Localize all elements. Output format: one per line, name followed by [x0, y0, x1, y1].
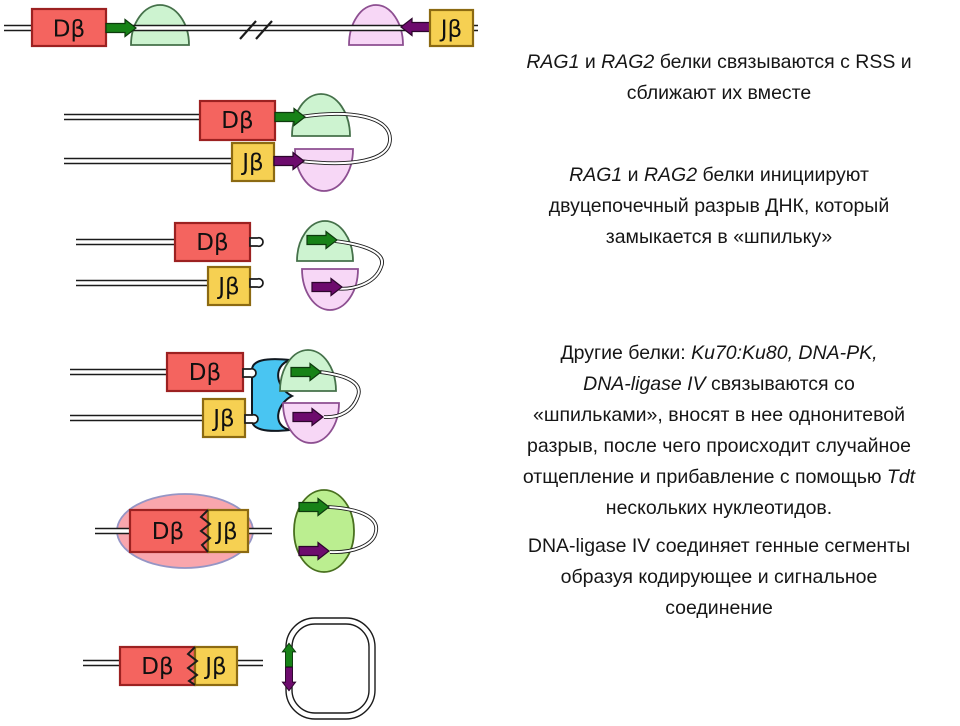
j-segment-label: Jβ [218, 274, 240, 300]
d-segment-label: Dβ [141, 654, 174, 680]
annotation-line: двуцепочечный разрыв ДНК, который [548, 195, 890, 217]
j-segment-label: Jβ [242, 150, 264, 176]
annotation-line: отщепление и прибавление с помощью Tdt [522, 466, 916, 488]
stage-6-final-joints [83, 621, 372, 716]
stage-3-hairpin-cleavage [76, 221, 382, 310]
annotation-line: образуя кодирующее и сигнальное [560, 566, 878, 588]
signal-joint-circle [289, 621, 372, 716]
annotation-line: Другие белки: Ku70:Ku80, DNA-PK, [560, 342, 878, 364]
stage-2-synapsis [64, 94, 390, 191]
hairpin-end-icon [243, 369, 256, 377]
annotation-line: DNA-ligase IV соединяет генные сегменты [527, 535, 911, 557]
rag-pink-dome-icon [295, 149, 353, 191]
annotation-line: замыкается в «шпильку» [605, 226, 833, 248]
annotation-line: разрыв, после чего происходит случайное [527, 435, 911, 457]
annotation-ligation [484, 531, 954, 624]
annotation-line: RAG1 и RAG2 белки инициируют [569, 164, 869, 186]
annotation-line: DNA-ligase IV связываются со [583, 373, 855, 395]
annotation-line: сближают их вместе [626, 82, 812, 104]
stage-4-nhej-binding [70, 350, 359, 443]
j-segment-label: Jβ [205, 654, 227, 680]
annotation-nhej-processing [484, 338, 954, 524]
rag-pink-dome-icon [283, 403, 339, 443]
j-segment-label: Jβ [216, 519, 238, 545]
d-segment-label: Dβ [221, 108, 254, 134]
annotation-line: «шпильками», вносят в нее однонитевой [532, 404, 906, 426]
annotation-line: соединение [665, 597, 773, 619]
d-segment-label: Dβ [52, 16, 86, 43]
annotation-line: нескольких нуклеотидов. [605, 497, 833, 519]
j-segment-label: Jβ [440, 16, 463, 43]
hairpin-end-icon [250, 238, 263, 246]
hairpin-end-icon [245, 415, 258, 423]
d-segment-label: Dβ [196, 230, 229, 256]
annotation-rag-rss-binding [484, 47, 954, 109]
j-segment-label: Jβ [213, 406, 235, 432]
annotation-hairpin-formation [484, 160, 954, 253]
rss-purple-arrow-icon [282, 667, 295, 690]
stage-5-coding-joint-processing [95, 490, 376, 572]
stage-1-rss-recognition [4, 5, 478, 46]
hairpin-end-icon [250, 279, 263, 287]
d-segment-label: Dβ [188, 360, 222, 386]
rss-purple-arrow-icon [401, 19, 431, 36]
d-segment-label: Dβ [151, 519, 185, 545]
rss-green-arrow-icon [282, 643, 295, 666]
annotation-line: RAG1 и RAG2 белки связываются с RSS и [526, 51, 912, 73]
